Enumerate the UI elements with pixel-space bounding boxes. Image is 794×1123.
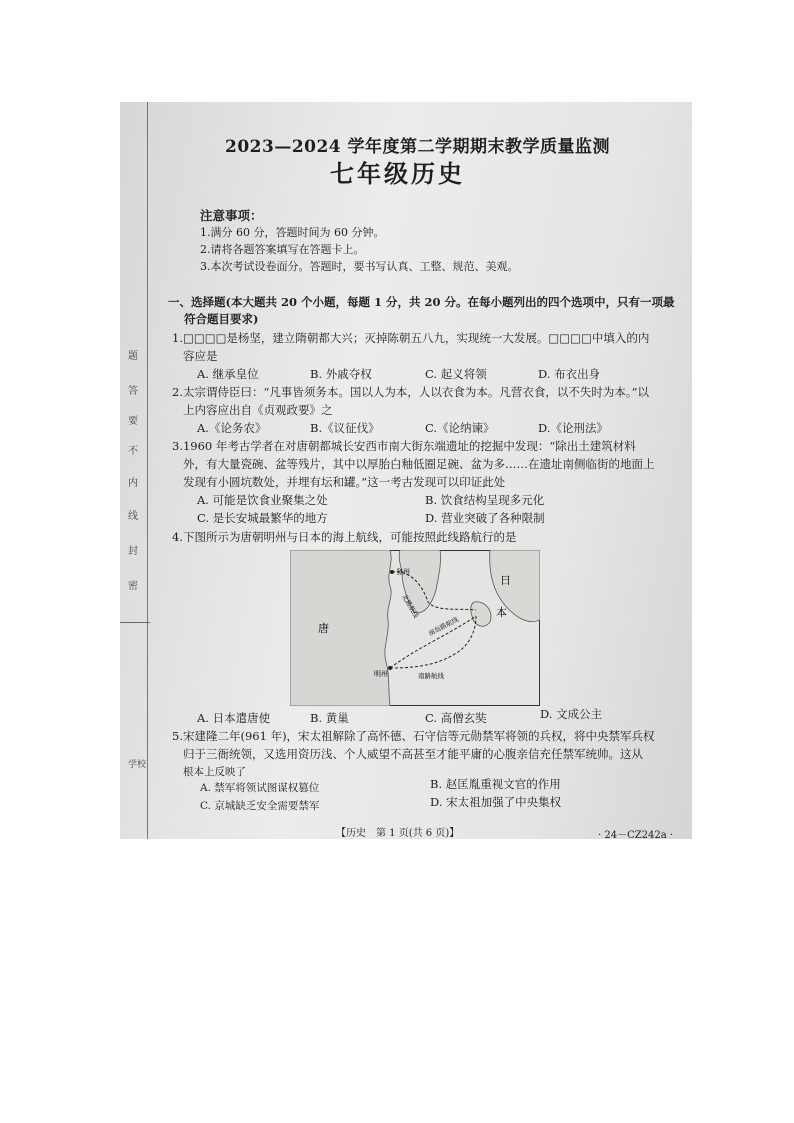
option-a: A.《论务农》 — [197, 421, 267, 435]
option-c: C. 京城缺乏安全需要禁军 — [200, 800, 320, 812]
option-b: B. 外戚夺权 — [310, 367, 372, 381]
option-d: D. 宋太祖加强了中央集权 — [430, 795, 562, 809]
map-label-north-route: 北路航线 — [400, 593, 421, 620]
exam-sheet — [120, 102, 692, 839]
option-d: D. 布衣出身 — [538, 367, 601, 381]
map-label-dengzhou: 登州 — [396, 568, 410, 576]
section-heading-cont: 符合题目要求) — [184, 312, 259, 326]
notes-heading: 注意事项： — [200, 208, 263, 223]
map-label-ri: 日 — [500, 574, 511, 587]
map-label-south-island-route: 南岛路航线 — [427, 615, 460, 638]
binding-char: 答 — [128, 386, 138, 397]
map-label-ben: 本 — [496, 606, 507, 619]
option-a: A. 日本遣唐使 — [197, 711, 271, 725]
option-c: C. 起义将领 — [425, 367, 487, 381]
binding-line — [147, 102, 148, 839]
option-b: B. 饮食结构呈现多元化 — [425, 493, 545, 507]
option-c: C. 高僧玄奘 — [425, 711, 487, 725]
mingzhou-marker — [388, 666, 392, 670]
question-text: 3.1960 年考古学者在对唐朝都城长安西市南大街东端遗址的挖掘中发现：“除出土建筑材料 — [172, 439, 636, 453]
dengzhou-marker — [390, 570, 394, 574]
note-item: 2.请将各题答案填写在答题卡上。 — [200, 243, 365, 256]
question-text: 归于三衙统领，又选用资历浅、个人威望不高甚至才能平庸的心腹亲信充任禁军统帅。这从 — [183, 747, 643, 761]
option-b: B.《议征伐》 — [310, 421, 380, 435]
option-a: A. 禁军将领试图谋权篡位 — [200, 782, 320, 794]
exam-code: · 24－CZ242a · — [598, 830, 674, 839]
tang-land — [290, 550, 391, 706]
binding-divider — [120, 622, 150, 623]
binding-char: 封 — [128, 546, 138, 557]
option-b: B. 赵匡胤重视文官的作用 — [430, 777, 561, 791]
option-d: D. 营业突破了各种限制 — [425, 511, 545, 525]
binding-char: 不 — [128, 446, 138, 457]
option-a: A. 继承皇位 — [197, 367, 259, 381]
option-d: D. 文成公主 — [540, 707, 603, 721]
question-text: 发现有小圆坑数处，并埋有坛和罐。”这一考古发现可以印证此处 — [183, 475, 506, 489]
binding-char: 线 — [128, 511, 138, 522]
question-text: 根本上反映了 — [183, 766, 246, 778]
question-text: 容应是 — [183, 349, 218, 363]
note-item: 3.本次考试设卷面分。答题时，要书写认真、工整、规范、美观。 — [200, 260, 519, 273]
binding-char: 密 — [128, 581, 138, 592]
note-item: 1.满分 60 分，答题时间为 60 分钟。 — [200, 226, 385, 239]
map-label-mingzhou: 明州 — [374, 670, 388, 678]
option-a: A. 可能是饮食业聚集之处 — [197, 493, 328, 507]
question-text: 上内容应出自《贞观政要》之 — [183, 403, 333, 417]
section-heading: 一、选择题(本大题共 20 个小题，每题 1 分，共 20 分。在每小题列出的四个选项中，只有一项最 — [168, 295, 675, 309]
map-label-tang: 唐 — [318, 622, 329, 635]
binding-char: 内 — [128, 478, 138, 489]
option-c: C.《论纳谏》 — [425, 421, 495, 435]
subject-title: 七年级历史 — [330, 159, 465, 188]
option-d: D.《论刑法》 — [538, 421, 608, 435]
option-c: C. 是长安城最繁华的地方 — [197, 511, 328, 525]
binding-char: 题 — [128, 351, 138, 362]
page-footer: 【历史 第 1 页(共 6 页)】 — [336, 828, 460, 839]
route-map — [290, 550, 540, 706]
question-text: 2.太宗谓侍臣曰：“凡事皆须务本。国以人为本，人以衣食为本。凡营衣食，以不失时为本。”以 — [172, 385, 649, 399]
exam-title: 2023—2024 学年度第二学期期末教学质量监测 — [225, 137, 611, 157]
question-text: 外，有大量瓷碗、盆等残片，其中以厚胎白釉低圈足碗、盆为多……在遗址南侧临街的地面上 — [183, 457, 655, 471]
option-b: B. 黄巢 — [310, 711, 349, 725]
question-text: 5.宋建隆二年(961 年)，宋太祖解除了高怀德、石守信等元勋禁军将领的兵权，将中央禁军兵权 — [172, 729, 655, 743]
map-label-south-route: 南路航线 — [418, 672, 444, 680]
binding-char: 要 — [128, 416, 138, 427]
question-text: 4.下图所示为唐朝明州与日本的海上航线，可能按照此线路航行的是 — [172, 530, 517, 544]
question-text: 1.□□□□是杨坚，建立隋朝都大兴；灭掉陈朝五八九，实现统一大发展。□□□□中填入的内 — [172, 331, 650, 345]
school-label: 学校 — [128, 760, 147, 770]
